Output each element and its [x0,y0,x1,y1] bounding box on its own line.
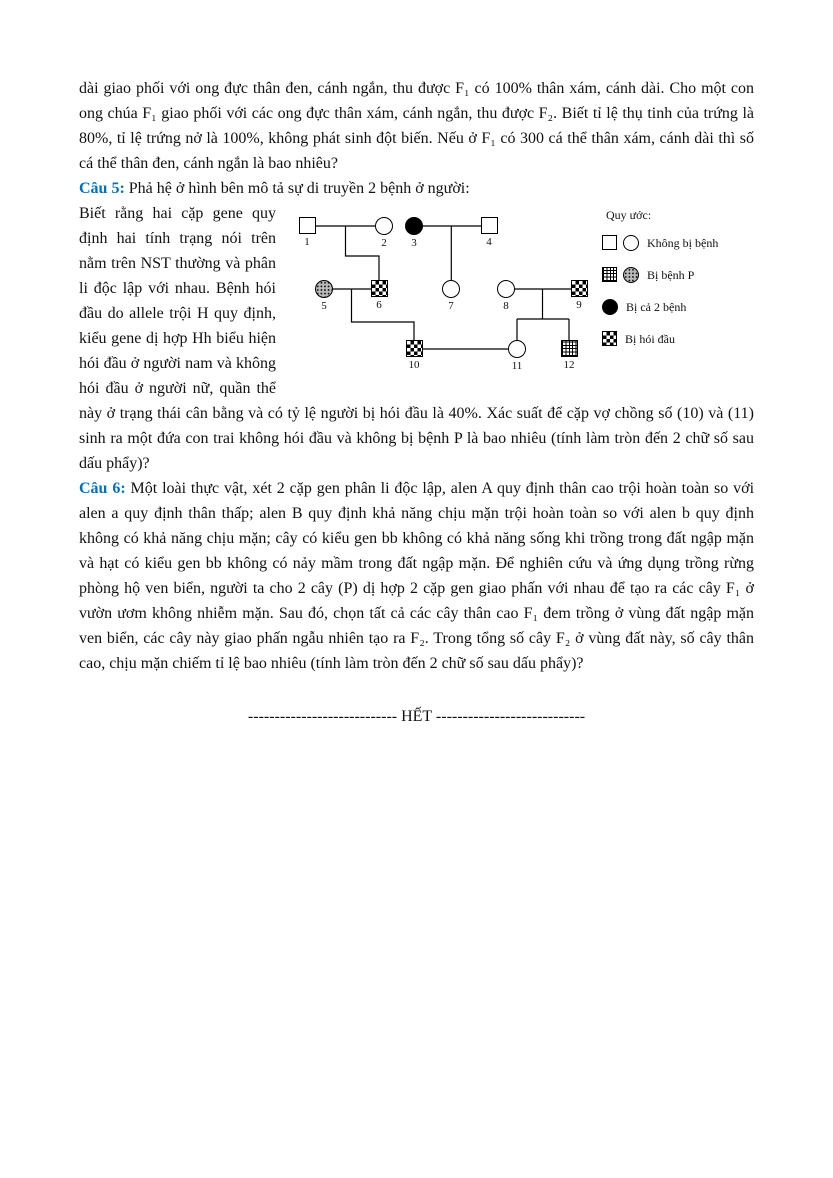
legend-label: Không bị bệnh [647,235,719,250]
male-symbol [299,217,316,234]
legend-item-disease-p [602,266,754,283]
female-symbol [442,280,460,298]
pedigree-individual-3 [391,217,437,249]
question5-label: Câu 5: [79,180,125,197]
pedigree-individual-8 [483,280,529,312]
end-of-exam-marker: ---------------------------- HẾT ---------------------------- [247,708,586,725]
question4-continuation-paragraph [79,76,754,176]
pedigree-legend [602,206,754,362]
legend-item-healthy [602,234,754,251]
question4-text: dài giao phối với ong đực thân đen, cánh ngắn, thu được F₁ có 100% thân xám, cánh dài. Cho một con ong chúa F₁ giao phối với các ong đực thân xám, cánh ngắn, thu được F₂. Biết tỉ lệ thụ tinh của trứng là 80%, tỉ lệ trứng nở là 100%, không phát sinh đột biến. Nếu ở F₁ có 300 cá thể thân xám, cánh dài thì số cá thể thân đen, cánh ngắn là bao nhiêu? [79,80,754,172]
legend-circle-none-symbol [623,235,639,251]
individual-number: 7 [448,300,454,312]
question5-heading [79,176,754,201]
legend-item-both-diseases [602,298,754,315]
male-symbol [571,280,588,297]
female-symbol [497,280,515,298]
individual-number: 6 [376,299,382,311]
male-symbol [561,340,578,357]
legend-label: Bị hói đầu [625,331,675,346]
legend-label: Bị cả 2 bệnh [626,299,687,314]
individual-number: 4 [486,236,492,248]
legend-circle-both-symbol [602,299,618,315]
question5-body [79,201,754,476]
individual-number: 11 [511,360,523,372]
legend-item-bald [602,330,754,347]
legend-square-bald-symbol [602,331,617,346]
pedigree-individual-10 [391,340,437,371]
pedigree-figure [284,204,754,386]
male-symbol [481,217,498,234]
question6-text: Một loài thực vật, xét 2 cặp gen phân li độc lập, alen A quy định thân cao trội hoàn toàn so với alen a quy định thân thấp; alen B quy định khả năng chịu mặn trội hoàn toàn so với alen b quy định không có khả năng chịu mặn; cây có kiểu gen bb không có khả năng sống khi trồng trong đất ngập mặn và hạt có kiểu gen bb không có nảy mầm trong đất ngập mặn. Để nghiên cứu và ứng dụng trồng rừng phòng hộ ven biển, người ta cho 2 cây (P) dị hợp 2 cặp gen giao phấn với nhau để tạo ra các cây F₁ ở vườn ươm không nhiễm mặn. Sau đó, chọn tất cả các cây thân cao F₁ đem trồng ở vùng đất ngập mặn ven biển, các cây này giao phấn ngẫu nhiên tạo ra F₂. Trong tổng số cây F₂ ở vùng đất này, số cây thân cao, chịu mặn chiếm tỉ lệ bao nhiêu (tính làm tròn đến 2 chữ số sau dấu phẩy)? [79,480,755,672]
individual-number: 3 [411,237,417,249]
individual-number: 5 [321,300,327,312]
question5-text: Biết rằng hai cặp gene quy định hai tính trạng nói trên nằm trên NST thường và phân li độc lập với nhau. Bệnh hói đầu do allele trội H quy định, kiểu gene dị hợp Hh biểu hiện hói đầu ở người nam và không hói đầu ở người nữ, quần thể này ở trạng thái cân bằng và có tỷ lệ người bị hói đầu là 40%. Xác suất để cặp vợ chồng số (10) và (11) sinh ra một đứa con trai không hói đầu và không bị bệnh P là bao nhiêu (tính làm tròn đến 2 chữ số sau dấu phẩy)? [79,205,754,472]
individual-number: 2 [381,237,387,249]
pedigree-individual-5 [301,280,347,312]
pedigree-individual-12 [546,340,592,371]
legend-label: Bị bệnh P [647,267,695,282]
legend-circle-p-symbol [623,267,639,283]
female-symbol [508,340,526,358]
question5-intro: Phả hệ ở hình bên mô tả sự di truyền 2 bệnh ở người: [128,180,470,197]
question6-label: Câu 6: [79,480,126,497]
pedigree-individual-11 [494,340,540,372]
individual-number: 1 [304,236,310,248]
pedigree-individual-6 [356,280,402,311]
female-symbol [315,280,333,298]
legend-square-none-symbol [602,235,617,250]
male-symbol [406,340,423,357]
female-symbol [405,217,423,235]
pedigree-individual-4 [466,217,512,248]
male-symbol [371,280,388,297]
pedigree-individual-1 [284,217,330,248]
pedigree-individual-9 [556,280,602,311]
individual-number: 10 [408,359,420,371]
question6-block [79,476,754,676]
pedigree-individual-7 [428,280,474,312]
individual-number: 9 [576,299,582,311]
individual-number: 12 [563,359,575,371]
legend-title: Quy ước: [606,208,652,222]
individual-number: 8 [503,300,509,312]
legend-square-p-symbol [602,267,617,282]
